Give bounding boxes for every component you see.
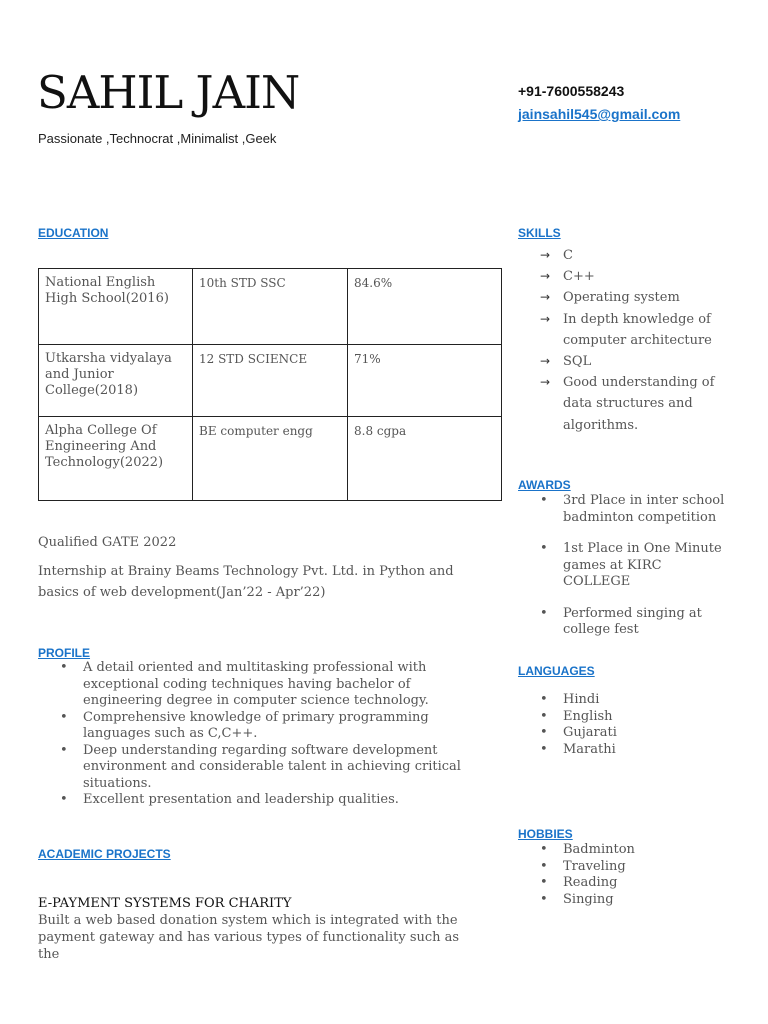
list-item: • 1st Place in One Minute games at KIRC COLLEGE (518, 541, 728, 591)
list-item: → Operating system (518, 287, 728, 308)
profile-heading: PROFILE (38, 646, 91, 660)
table-row (39, 345, 502, 417)
course-cell: 10th STD SSC (193, 269, 348, 345)
languages-list (518, 692, 728, 758)
education-heading: EDUCATION (38, 226, 109, 240)
list-item: • Badminton (518, 842, 728, 859)
list-item: • Deep understanding regarding software development environment and considerable talent in achieving critical situations. (38, 743, 488, 793)
phone-number: +91-7600558243 (518, 83, 625, 99)
hobbies-list (518, 842, 728, 908)
list-item: • A detail oriented and multitasking professional with exceptional coding techniques having bachelor of engineering degree in computer science technology. (38, 660, 488, 710)
list-item: → In depth knowledge of computer architecture (518, 309, 728, 351)
score-cell: 8.8 cgpa (348, 417, 502, 501)
list-item: → Good understanding of data structures and algorithms. (518, 372, 728, 436)
institution-cell: National English High School(2016) (39, 269, 193, 345)
email-link[interactable]: jainsahil545@gmail.com (518, 106, 681, 122)
list-item: → C++ (518, 266, 728, 287)
project-description: Built a web based donation system which is integrated with the payment gateway and has various types of functionality such as the (38, 913, 460, 962)
skills-list (518, 245, 728, 436)
profile-list (38, 660, 488, 809)
list-item: • Hindi (518, 692, 728, 709)
skills-heading: SKILLS (518, 226, 561, 240)
gate-qualification: Qualified GATE 2022 (38, 535, 177, 550)
list-item: • Marathi (518, 742, 728, 759)
list-item: → C (518, 245, 728, 266)
list-item: • Gujarati (518, 725, 728, 742)
education-table (38, 268, 502, 501)
table-row (39, 269, 502, 345)
list-item: → SQL (518, 351, 728, 372)
score-cell: 71% (348, 345, 502, 417)
list-item: • Singing (518, 892, 728, 909)
score-cell: 84.6% (348, 269, 502, 345)
table-row (39, 417, 502, 501)
list-item: • 3rd Place in inter school badminton competition (518, 493, 728, 526)
list-item: • Reading (518, 875, 728, 892)
list-item: • English (518, 709, 728, 726)
awards-heading: AWARDS (518, 478, 571, 492)
list-item: • Comprehensive knowledge of primary programming languages such as C,C++. (38, 710, 488, 743)
course-cell: BE computer engg (193, 417, 348, 501)
tagline: Passionate ,Technocrat ,Minimalist ,Geek (38, 131, 277, 146)
list-item: • Traveling (518, 859, 728, 876)
internship-text: Internship at Brainy Beams Technology Pvt. Ltd. in Python and basics of web development(Jan’22 - Apr’22) (38, 564, 454, 600)
projects-heading: ACADEMIC PROJECTS (38, 847, 171, 861)
hobbies-heading: HOBBIES (518, 827, 573, 841)
institution-cell: Alpha College Of Engineering And Technology(2022) (39, 417, 193, 501)
languages-heading: LANGUAGES (518, 664, 595, 678)
project-title: E-PAYMENT SYSTEMS FOR CHARITY (38, 896, 292, 911)
awards-list (518, 493, 728, 654)
institution-cell: Utkarsha vidyalaya and Junior College(2018) (39, 345, 193, 417)
course-cell: 12 STD SCIENCE (193, 345, 348, 417)
list-item: • Excellent presentation and leadership qualities. (38, 792, 488, 809)
candidate-name: SAHIL JAIN (37, 66, 300, 119)
list-item: • Performed singing at college fest (518, 606, 728, 639)
